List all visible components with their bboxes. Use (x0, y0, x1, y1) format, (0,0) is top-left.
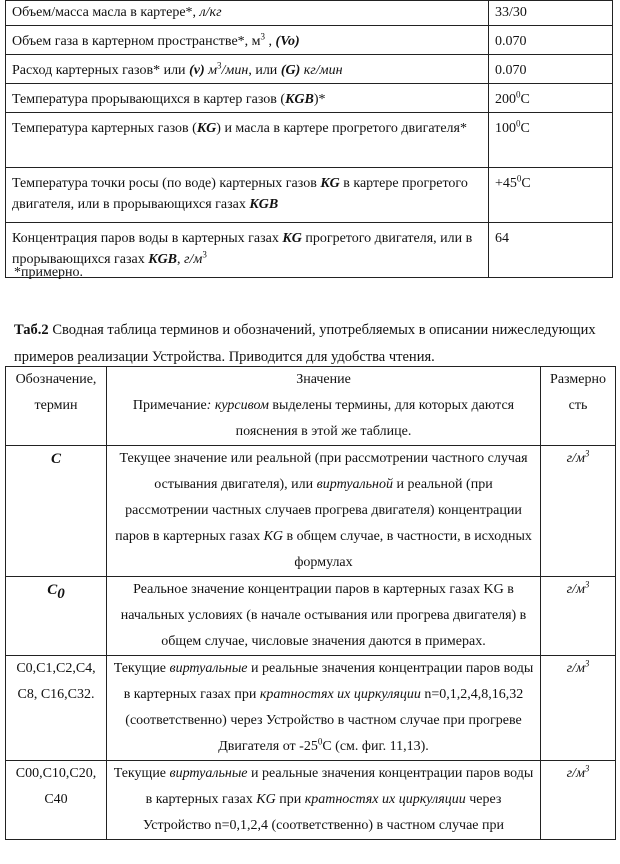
table-row (6, 1, 613, 26)
unit-cell: $г/м^3$ (541, 446, 616, 577)
param-label: Объем/масса масла в картере*, л/кг (6, 1, 489, 26)
table-row (6, 577, 616, 656)
table-row (6, 55, 613, 84)
param-value: 0.070 (489, 26, 613, 55)
table-row (6, 223, 613, 278)
param-label: Концентрация паров воды в картерных газах KG прогретого двигателя, или в прорывающихся газах KGB, $г/м^3$ (6, 223, 489, 278)
param-label: Расход картерных газов* или (v) $м^3$/мин, или (G) кг/мин (6, 55, 489, 84)
unit-cell: $г/м^3$ (541, 656, 616, 761)
param-label: Температура точки росы (по воде) картерных газов KG в картере прогретого двигателя, или в прорывающихся газах KGB (6, 168, 489, 223)
param-value: $200^0C$ (489, 84, 613, 113)
param-label: Температура прорывающихся в картер газов (KGB)* (6, 84, 489, 113)
header-term: Обозначение, термин (6, 367, 107, 446)
parameters-table (5, 0, 613, 278)
table-header-row (6, 367, 616, 446)
table-caption: Таб.2 Сводная таблица терминов и обозначений, употребляемых в описании нижеследующих примеров реализации Устройства. Приводится для удобства чтения. (14, 322, 596, 365)
meaning-cell: Реальное значение концентрации паров в картерных газах KG в начальных условиях (в начале остывания или прогрева двигателя) в общем случае, числовые значения даются в примерах. (107, 577, 541, 656)
table-number: Таб.2 (14, 322, 49, 338)
meaning-cell: Текущее значение или реальной (при рассмотрении частного случая остывания двигателя), или виртуальной и реальной (при рассмотрении частных случаев прогрева двигателя) концентрации паров в картерных газах KG в общем случае, в частности, в исходных формулах (107, 446, 541, 577)
terms-table (5, 366, 616, 840)
unit-cell: $г/м^3$ (541, 761, 616, 840)
table-row (6, 113, 613, 168)
param-label: Температура картерных газов (KG) и масла в картере прогретого двигателя* (6, 113, 489, 168)
param-value: 64 (489, 223, 613, 278)
term-cell: $C_0$ (6, 577, 107, 656)
param-value: $+45^0C$ (489, 168, 613, 223)
table-row (6, 656, 616, 761)
footnote: *примерно. (14, 265, 84, 280)
unit-cell: $г/м^3$ (541, 577, 616, 656)
param-label: Объем газа в картерном пространстве*, $м^3$ , (Vo) (6, 26, 489, 55)
param-value: 33/30 (489, 1, 613, 26)
meaning-cell: Текущие виртуальные и реальные значения концентрации паров воды в картерных газах при кратностях их циркуляции n=0,1,2,4,8,16,32 (соответственно) через Устройство в частном случае при прогреве Двигателя от $-25^0C$ (см. фиг. 11,13). (107, 656, 541, 761)
param-value: $100^0C$ (489, 113, 613, 168)
term-cell: C0,C1,C2,C4, C8, C16,C32. (6, 656, 107, 761)
table-row (6, 26, 613, 55)
table-row (6, 84, 613, 113)
table-row (6, 168, 613, 223)
param-value: 0.070 (489, 55, 613, 84)
header-unit: Размерно сть (541, 367, 616, 446)
table-row (6, 446, 616, 577)
term-cell: C00,C10,C20, C40 (6, 761, 107, 840)
meaning-cell: Текущие виртуальные и реальные значения концентрации паров воды в картерных газах KG при кратностях их циркуляции через Устройство n=0,1,2,4 (соответственно) в частном случае при (107, 761, 541, 840)
header-meaning: Значение Примечание: курсивом выделены термины, для которых даются пояснения в этой же таблице. (107, 367, 541, 446)
term-cell: C (6, 446, 107, 577)
table-row (6, 761, 616, 840)
